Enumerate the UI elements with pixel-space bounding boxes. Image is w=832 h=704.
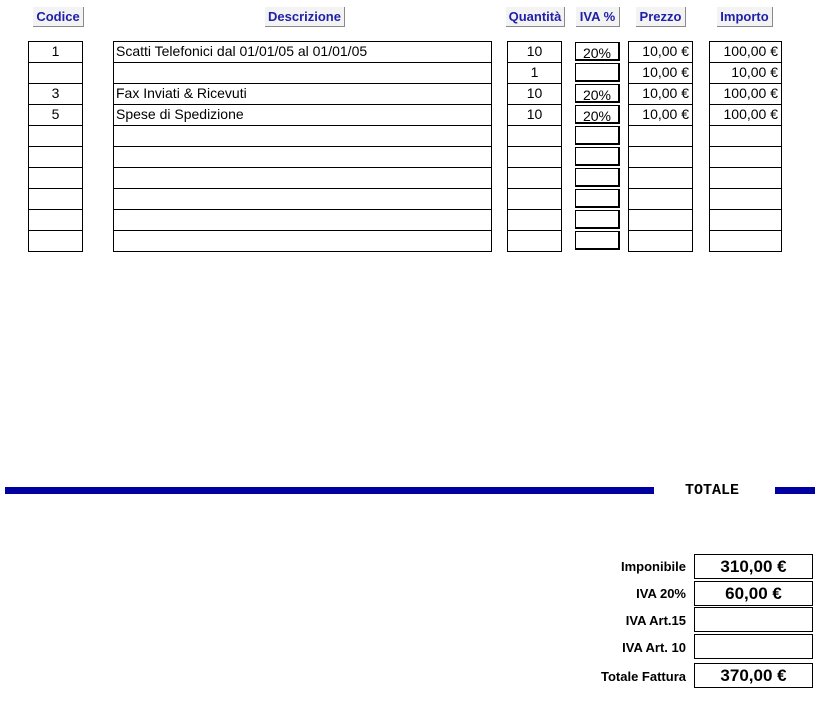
prezzo-cell[interactable] — [628, 167, 693, 189]
importo-cell[interactable] — [709, 230, 782, 252]
codice-cell[interactable]: 1 — [28, 41, 83, 63]
descrizione-cell[interactable] — [113, 125, 492, 147]
prezzo-cell[interactable]: 10,00 € — [628, 41, 693, 63]
importo-cell[interactable] — [709, 209, 782, 231]
iva-cell[interactable] — [575, 147, 620, 166]
iva-cell[interactable] — [575, 231, 620, 250]
quantita-cell[interactable]: 10 — [507, 83, 562, 105]
descrizione-cell[interactable]: Scatti Telefonici dal 01/01/05 al 01/01/05 — [113, 41, 492, 63]
column-header-prezzo[interactable]: Prezzo — [636, 7, 686, 27]
quantita-cell[interactable] — [507, 146, 562, 168]
iva-cell[interactable] — [575, 126, 620, 145]
quantita-cell[interactable]: 10 — [507, 104, 562, 126]
prezzo-cell[interactable] — [628, 230, 693, 252]
importo-cell[interactable] — [709, 125, 782, 147]
importo-cell[interactable] — [709, 188, 782, 210]
column-header-codice[interactable]: Codice — [33, 7, 84, 27]
codice-cell[interactable] — [28, 230, 83, 252]
prezzo-cell[interactable]: 10,00 € — [628, 62, 693, 84]
iva-cell[interactable] — [575, 210, 620, 229]
codice-cell[interactable]: 5 — [28, 104, 83, 126]
iva-cell[interactable] — [575, 168, 620, 187]
descrizione-cell[interactable] — [113, 209, 492, 231]
quantita-cell[interactable] — [507, 230, 562, 252]
prezzo-cell[interactable] — [628, 209, 693, 231]
codice-cell[interactable]: 3 — [28, 83, 83, 105]
prezzo-cell[interactable] — [628, 146, 693, 168]
prezzo-cell[interactable] — [628, 188, 693, 210]
descrizione-cell[interactable] — [113, 146, 492, 168]
column-header-importo[interactable]: Importo — [717, 7, 773, 27]
codice-cell[interactable] — [28, 209, 83, 231]
prezzo-cell[interactable] — [628, 125, 693, 147]
codice-cell[interactable] — [28, 62, 83, 84]
prezzo-cell[interactable]: 10,00 € — [628, 104, 693, 126]
importo-cell[interactable]: 100,00 € — [709, 83, 782, 105]
iva-20-value-field[interactable]: 60,00 € — [694, 581, 813, 606]
codice-cell[interactable] — [28, 125, 83, 147]
quantita-cell[interactable] — [507, 167, 562, 189]
codice-cell[interactable] — [28, 188, 83, 210]
totals-divider-right — [775, 487, 815, 494]
quantita-cell[interactable] — [507, 188, 562, 210]
totale-fattura-label: Totale Fattura — [601, 669, 686, 684]
column-header-iva[interactable]: IVA % — [576, 7, 620, 27]
prezzo-cell[interactable]: 10,00 € — [628, 83, 693, 105]
descrizione-cell[interactable] — [113, 188, 492, 210]
iva-20-label: IVA 20% — [636, 586, 686, 601]
iva-cell[interactable]: 20% — [575, 84, 620, 103]
imponibile-value-field[interactable]: 310,00 € — [694, 554, 813, 579]
codice-cell[interactable] — [28, 146, 83, 168]
importo-cell[interactable]: 100,00 € — [709, 41, 782, 63]
importo-cell[interactable] — [709, 167, 782, 189]
importo-cell[interactable]: 100,00 € — [709, 104, 782, 126]
codice-cell[interactable] — [28, 167, 83, 189]
iva-art10-value-field[interactable] — [694, 634, 813, 659]
quantita-cell[interactable]: 1 — [507, 62, 562, 84]
totale-fattura-value-field[interactable]: 370,00 € — [694, 663, 813, 688]
quantita-cell[interactable]: 10 — [507, 41, 562, 63]
column-header-descrizione[interactable]: Descrizione — [265, 7, 345, 27]
iva-cell[interactable]: 20% — [575, 42, 620, 61]
imponibile-label: Imponibile — [621, 559, 686, 574]
iva-art10-label: IVA Art. 10 — [622, 640, 686, 655]
descrizione-cell[interactable] — [113, 167, 492, 189]
totals-divider-left — [5, 487, 654, 494]
column-header-quantita[interactable]: Quantità — [506, 7, 565, 27]
iva-art15-label: IVA Art.15 — [625, 613, 686, 628]
quantita-cell[interactable] — [507, 125, 562, 147]
descrizione-cell[interactable] — [113, 62, 492, 84]
descrizione-cell[interactable] — [113, 230, 492, 252]
descrizione-cell[interactable]: Spese di Spedizione — [113, 104, 492, 126]
iva-art15-value-field[interactable] — [694, 607, 813, 632]
iva-cell[interactable]: 20% — [575, 105, 620, 124]
iva-cell[interactable] — [575, 63, 620, 82]
importo-cell[interactable] — [709, 146, 782, 168]
iva-cell[interactable] — [575, 189, 620, 208]
descrizione-cell[interactable]: Fax Inviati & Ricevuti — [113, 83, 492, 105]
quantita-cell[interactable] — [507, 209, 562, 231]
importo-cell[interactable]: 10,00 € — [709, 62, 782, 84]
totals-section-label: TOTALE — [684, 482, 739, 499]
